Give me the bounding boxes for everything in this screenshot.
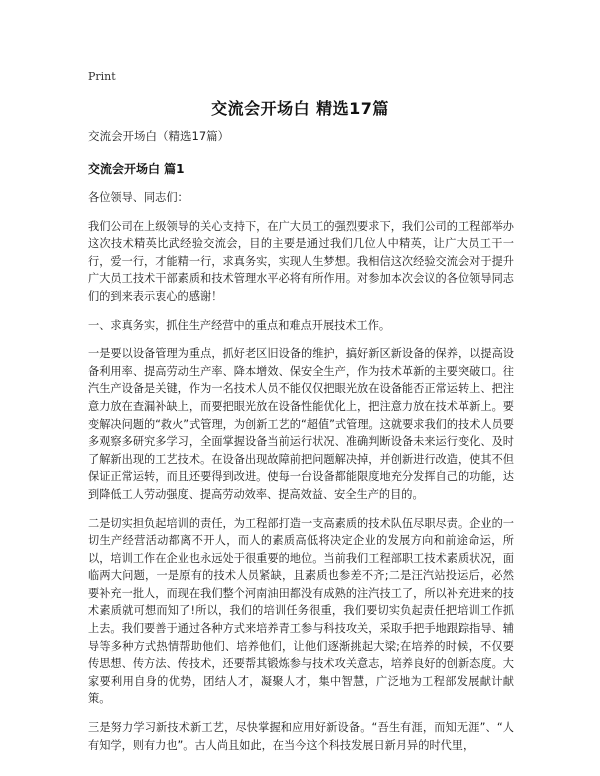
body-paragraph: 三是努力学习新技术新工艺，尽快掌握和应用好新设备。“吾生有涯，而知无涯”、“人有知学，则有力也”。古人尚且如此，在当今这个科技发展日新月异的时代里， [88,721,514,752]
document-body [88,128,514,765]
subheading-paragraph: 一、求真务实，抓住生产经营中的重点和难点开展技术工作。 [88,318,391,332]
greeting-paragraph: 各位领导、同志们： [88,191,189,204]
document-subtitle: 交流会开场白（精选17篇） [88,129,230,143]
print-label: Print [88,70,116,83]
body-paragraph: 一是要以设备管理为重点，抓好老区旧设备的维护，搞好新区新设备的保养，以提高设备利用率、提高劳动生产率、降本增效、保安全生产，作为技术革新的主要突破口。往汽生产设备是关键，作为一名技术人员不能仅仅把眼光放在设备能否正常运转上、把注意力放在查漏补缺上，而要把眼光放在设备性能优化上，把注意力放在技术革新上。要变解决问题的“救火”式管理，为创新工艺的“超值”式管理。这就要求我们的技术人员要多观察多研究多学习，全面掌握设备当前运行状况、准确判断设备未来运行变化、及时了解新出现的工艺技术。在设备出现故障前把问题解决掉，并创新进行改造，使其不但保证正常运转，而且还要得到改进。使每一台设备都能限度地充分发挥自己的功能，达到降低工人劳动强度、提高劳动效率、提高效益、安全生产的目的。 [88,347,514,501]
body-paragraph: 二是切实担负起培训的责任，为工程部打造一支高素质的技术队伍尽职尽责。企业的一切生产经营活动都离不开人，而人的素质高低将决定企业的发展方向和前途命运，所以，培训工作在企业也永远处于很重要的地位。当前我们工程部职工技术素质状况，面临两大问题，一是原有的技术人员紧缺，且素质也参差不齐;二是汪汽站投运后，必然要补充一批人，而现在我们整个河南油田都没有成熟的注汽技工了，所以补充进来的技术素质就可想而知了!所以，我们的培训任务很重，我们要切实负起责任把培训工作抓上去。我们要善于通过各种方式来培养青工参与科技攻关，采取手把手地跟踪指导、辅导等多种方式热情帮助他们、培养他们，让他们逐渐挑起大梁;在培养的时候，不仅要传思想、传方法、传技术，还要帮其锻炼参与技术攻关意志，培养良好的创新态度。大家要利用自身的优势，团结人才，凝聚人才，集中智慧，广泛地为工程部发展献计献策。 [88,516,514,706]
body-paragraph: 我们公司在上级领导的关心支持下，在广大员工的强烈要求下，我们公司的工程部举办这次技术精英比武经验交流会，目的主要是通过我们几位人中精英，让广大员工干一行，爱一行，才能精一行，求真务实，实现人生梦想。我相信这次经验交流会对于提升广大员工技术干部素质和技术管理水平必将有所作用。对参加本次会议的各位领导同志们的到来表示衷心的感谢！ [88,219,514,303]
section-heading: 交流会开场白 篇1 [88,162,185,176]
document-title: 交流会开场白 精选17篇 [211,99,389,118]
